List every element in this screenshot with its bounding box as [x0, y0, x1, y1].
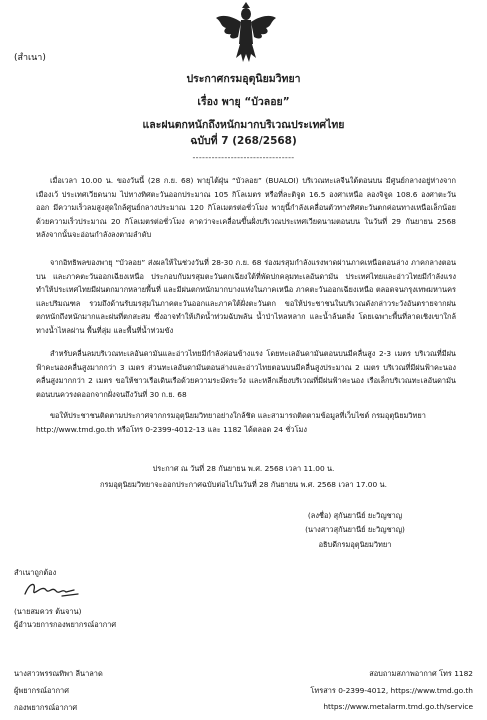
- contact-hotline: สอบถามสภาพอากาศ โทร 1182: [369, 669, 473, 678]
- next-notice: กรมอุตุนิยมวิทยาจะออกประกาศฉบับต่อไปในวันที่ 28 กันยายน พ.ศ. 2568 เวลา 17.00 น.: [100, 480, 387, 489]
- garuda-emblem-icon: [214, 2, 278, 66]
- signatory-position: อธิบดีกรมอุตุนิยมวิทยา: [318, 540, 392, 549]
- contact-fax-website: โทรสาร 0-2399-4012, https://www.tmd.go.th: [310, 686, 473, 695]
- copy-mark: (สำเนา): [14, 53, 46, 63]
- signatory-signed: (ลงชื่อ) สุกันยานีย์ ยะวิญชาญ: [307, 511, 403, 520]
- signatory-name: (นางสาวสุกันยานีย์ ยะวิญชาญ): [305, 525, 405, 534]
- issue-number: ฉบับที่ 7 (268/2568): [190, 135, 297, 147]
- document-subject-line2: และฝนตกหนักถึงหนักมากบริเวณประเทศไทย: [142, 119, 345, 131]
- contact-division: กองพยากรณ์อากาศ: [14, 703, 78, 712]
- paragraph-contact-url: http://www.tmd.go.th หรือโทร 0-2399-4012-13 และ 1182 ได้ตลอด 24 ชั่วโมง: [36, 425, 308, 434]
- paragraph-storm-position: เมื่อเวลา 10.00 น. ของวันนี้ (28 ก.ย. 68) พายุไต้ฝุ่น “บัวลอย” (BUALOI) บริเวณทะเลจีนใต้ตอนบน มีศูนย์กลางอยู่ห่างจากเมืองเว้ ประเทศเวียดนาม ไปทางทิศตะวันออกประมาณ 105 กิโลเมตร หรือที่ละติจูด 16.5 องศาเหนือ ลองจิจูด 108.6 องศาตะวันออก มีความเร็วลมสูงสุดใกล้ศูนย์กลางประมาณ 120 กิโลเมตรต่อชั่วโมง พายุนี้กำลังเคลื่อนตัวทางทิศตะวันตกค่อนทางเหนือเล็กน้อยด้วยความเร็วประมาณ 20 กิโลเมตรต่อชั่วโมง คาดว่าจะเคลื่อนขึ้นฝั่งบริเวณประเทศเวียดนามตอนบน ในวันที่ 29 กันยายน 2568 หลังจากนั้นจะอ่อนกำลังลงตามลำดับ: [36, 176, 456, 240]
- certifier-position: ผู้อำนวยการกองพยากรณ์อากาศ: [14, 620, 117, 629]
- document-title: ประกาศกรมอุตุนิยมวิทยา: [186, 73, 301, 85]
- paragraph-sea-waves: สำหรับคลื่นลมบริเวณทะเลอันดามันและอ่าวไทยมีกำลังค่อนข้างแรง โดยทะเลอันดามันตอนบนมีคลื่นสูง 2-3 เมตร บริเวณที่มีฝนฟ้าคะนองคลื่นสูงมากกว่า 3 เมตร ส่วนทะเลอันดามันตอนล่างและอ่าวไทยตอนบนมีคลื่นสูงประมาณ 2 เมตร บริเวณที่มีฝนฟ้าคะนองคลื่นสูงมากกว่า 2 เมตร ขอให้ชาวเรือเดินเรือด้วยความระมัดระวัง และหลีกเลี่ยงบริเวณที่มีฝนฟ้าคะนอง เรือเล็กบริเวณทะเลอันดามันตอนบนควรงดออกจากฝั่งจนถึงวันที่ 30 ก.ย. 68: [36, 349, 456, 399]
- separator: --------------------------------: [192, 153, 295, 162]
- handwritten-signature-icon: [22, 578, 82, 602]
- document-subject: เรื่อง พายุ “บัวลอย”: [197, 96, 290, 108]
- paragraph-follow-updates: ขอให้ประชาชนติดตามประกาศจากกรมอุตุนิยมวิทยาอย่างใกล้ชิด และสามารถติดตามข้อมูลที่เว็บไซต์ กรมอุตุนิยมวิทยา: [50, 411, 426, 420]
- issued-date: ประกาศ ณ วันที่ 28 กันยายน พ.ศ. 2568 เวลา 11.00 น.: [152, 464, 335, 473]
- contact-service-url: https://www.metalarm.tmd.go.th/service: [323, 702, 473, 711]
- certifier-name: (นายสมควร ต้นจาน): [14, 607, 82, 616]
- certified-label: สำเนาถูกต้อง: [14, 568, 57, 577]
- contact-role: ผู้พยากรณ์อากาศ: [14, 686, 69, 695]
- paragraph-rain-impact: จากอิทธิพลของพายุ “บัวลอย” ส่งผลให้ในช่วงวันที่ 28-30 ก.ย. 68 ร่องมรสุมกำลังแรงพาดผ่านภาคเหนือตอนล่าง ภาคกลางตอนบน และภาคตะวันออกเฉียงเหนือ ประกอบกับมรสุมตะวันตกเฉียงใต้ที่พัดปกคลุมทะเลอันดามัน ประเทศไทยและอ่าวไทยมีกำลังแรง ทำให้ประเทศไทยมีฝนตกมากหลายพื้นที่ และมีฝนตกหนักมากบางแห่งในภาคเหนือ ภาคตะวันออกเฉียงเหนือ ตลอดจนกรุงเทพมหานครและปริมณฑล รวมถึงด้านรับมรสุมในภาคตะวันออกและภาคใต้ฝั่งตะวันตก ขอให้ประชาชนในบริเวณดังกล่าวระวังอันตรายจากฝนตกหนักถึงหนักมากและฝนที่ตกสะสม ซึ่งอาจทำให้เกิดน้ำท่วมฉับพลัน น้ำป่าไหลหลาก และน้ำล้นตลิ่ง โดยเฉพาะพื้นที่ลาดเชิงเขาใกล้ทางน้ำไหลผ่าน พื้นที่ลุ่ม และพื้นที่น้ำท่วมขัง: [36, 258, 456, 335]
- contact-person: นางสาวพรรณทิพา ลีนาลาด: [14, 669, 103, 678]
